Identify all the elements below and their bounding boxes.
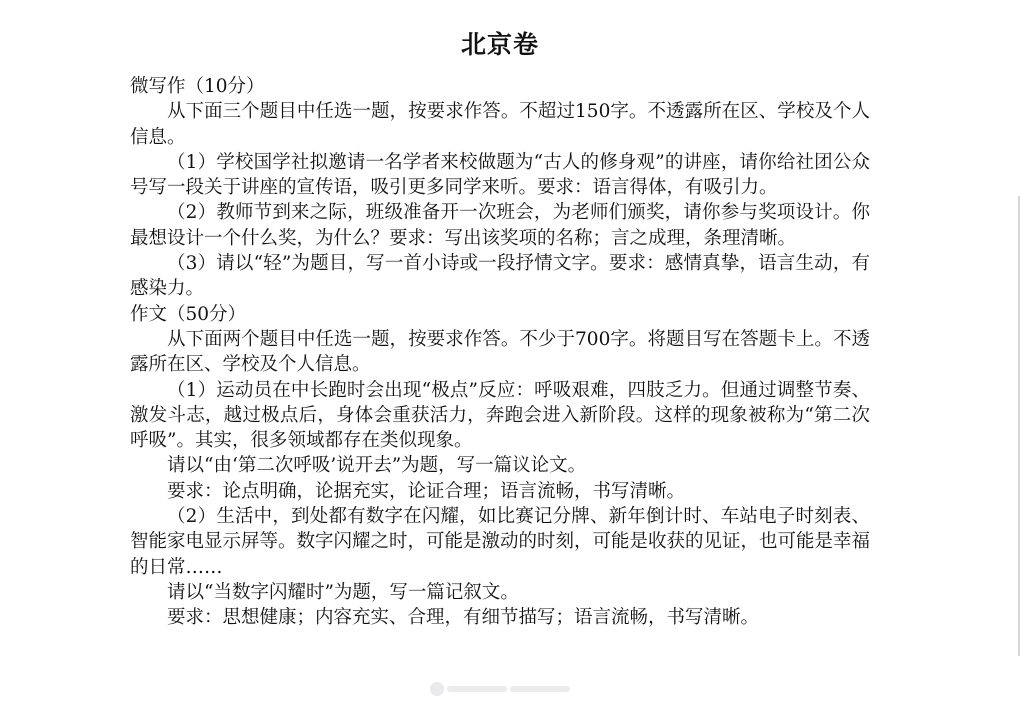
micro-writing-item-3: （3）请以“轻”为题目，写一首小诗或一段抒情文字。要求：感情真挚，语言生动，有感染力。 xyxy=(130,253,870,300)
essay-topic-1-text: （1）运动员在中长跑时会出现“极点”反应：呼吸艰难，四肢乏力。但通过调整节奏、激发斗志，越过极点后，身体会重获活力，奔跑会进入新阶段。这样的现象被称为“第二次呼吸”。其实，很多领域都存在类似现象。 xyxy=(130,379,870,452)
essay-topic-2-prompt: 请以“当数字闪耀时”为题，写一篇记叙文。 xyxy=(167,581,519,603)
watermark-logo-icon xyxy=(430,682,444,696)
watermark xyxy=(430,682,590,696)
micro-writing-item-1: （1）学校国学社拟邀请一名学者来校做题为“古人的修身观”的讲座，请你给社团公众号写一段关于讲座的宣传语，吸引更多同学来听。要求：语言得体，有吸引力。 xyxy=(130,151,870,199)
watermark-bar xyxy=(510,686,570,692)
micro-writing-item-2: （2）教师节到来之际，班级准备开一次班会，为老师们颁奖，请你参与奖项设计。你最想设计一个什么奖，为什么？要求：写出该奖项的名称；言之成理，条理清晰。 xyxy=(130,202,870,249)
exam-content xyxy=(130,74,870,631)
page-title: 北京卷 xyxy=(460,30,539,59)
watermark-bar xyxy=(447,686,507,692)
essay-topic-1-requirements: 要求：论点明确，论据充实，论证合理；语言流畅，书写清晰。 xyxy=(167,480,686,502)
essay-topic-1-prompt: 请以“由‘第二次呼吸’说开去”为题，写一篇议论文。 xyxy=(167,455,587,477)
essay-instructions: 从下面两个题目中任选一题，按要求作答。不少于700字。将题目写在答题卡上。不透露所在区、学校及个人信息。 xyxy=(130,328,870,376)
micro-writing-heading: 微写作（10分） xyxy=(130,76,265,97)
micro-writing-instructions: 从下面三个题目中任选一题，按要求作答。不超过150字。不透露所在区、学校及个人信息。 xyxy=(130,101,870,148)
essay-topic-2-requirements: 要求：思想健康；内容充实、合理，有细节描写；语言流畅，书写清晰。 xyxy=(167,607,760,629)
essay-heading: 作文（50分） xyxy=(130,303,247,325)
essay-topic-2-text: （2）生活中，到处都有数字在闪耀，如比赛记分牌、新年倒计时、车站电子时刻表、智能家电显示屏等。数字闪耀之时，可能是激动的时刻，可能是收获的见证，也可能是幸福的日常…… xyxy=(130,506,871,578)
